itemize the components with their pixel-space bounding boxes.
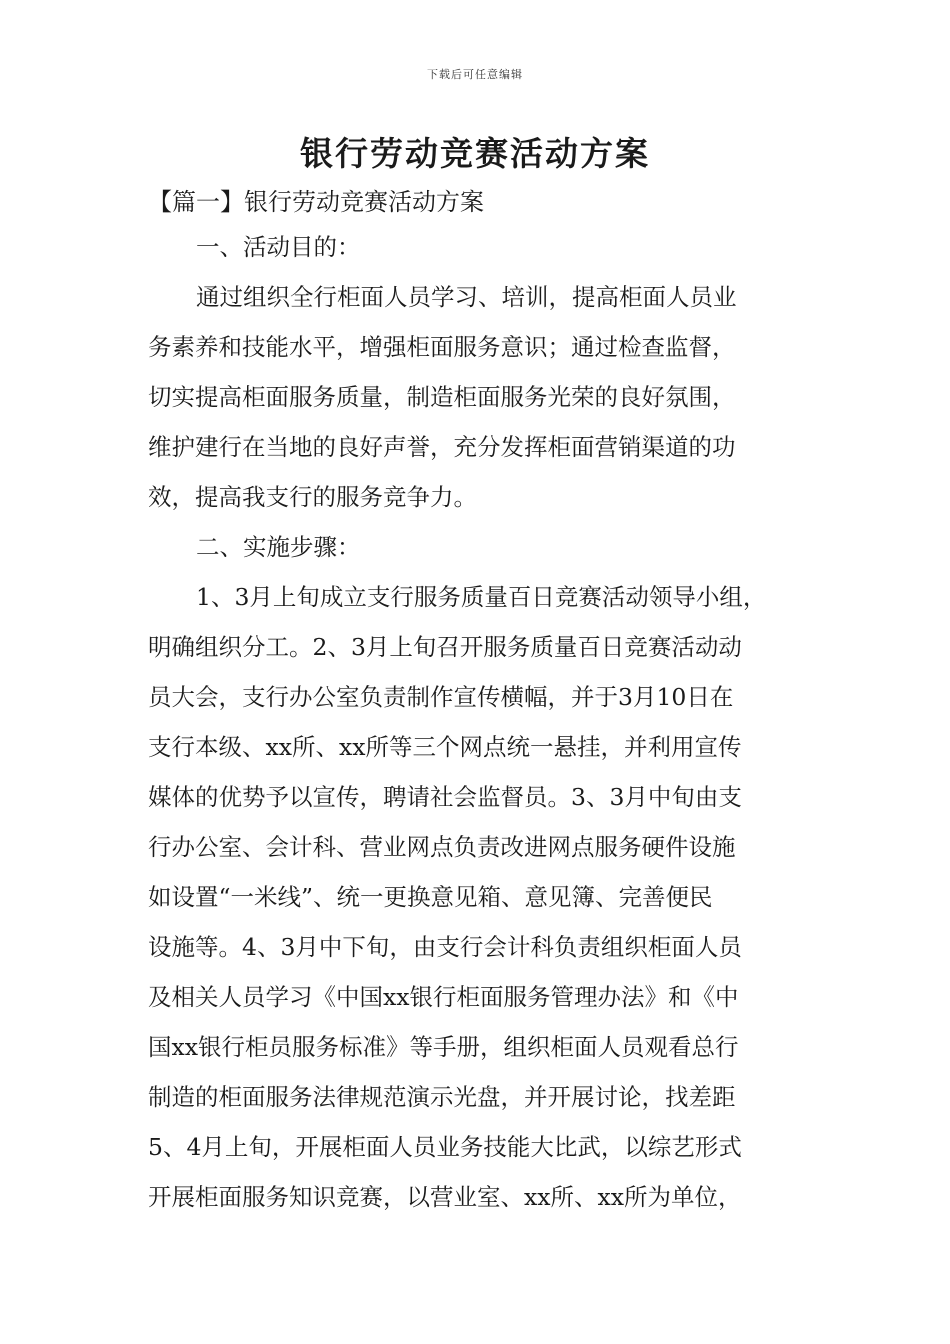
paragraph-line: 明确组织分工。2、3月上旬召开服务质量百日竞赛活动动 <box>148 633 742 661</box>
paragraph-line: 制造的柜面服务法律规范演示光盘，并开展讨论，找差距 <box>148 1083 736 1111</box>
heading-purpose: 一、活动目的： <box>196 233 361 261</box>
paragraph-line: 媒体的优势予以宣传，聘请社会监督员。3、3月中旬由支 <box>148 783 742 811</box>
document-title: 银行劳动竞赛活动方案 <box>300 134 650 173</box>
section-heading: 【篇一】银行劳动竞赛活动方案 <box>148 188 484 216</box>
paragraph-line: 如设置“一米线”、统一更换意见箱、意见簿、完善便民 <box>148 883 713 911</box>
header-note: 下载后可任意编辑 <box>427 68 523 81</box>
paragraph-line: 通过组织全行柜面人员学习、培训，提高柜面人员业 <box>196 283 737 311</box>
paragraph-line: 员大会，支行办公室负责制作宣传横幅，并于3月10日在 <box>148 683 734 711</box>
paragraph-line: 支行本级、xx所、xx所等三个网点统一悬挂，并利用宣传 <box>148 733 742 761</box>
paragraph-line: 切实提高柜面服务质量，制造柜面服务光荣的良好氛围， <box>148 383 736 411</box>
paragraph-line: 维护建行在当地的良好声誉，充分发挥柜面营销渠道的功 <box>148 433 736 461</box>
paragraph-line: 务素养和技能水平，增强柜面服务意识；通过检查监督， <box>148 333 736 361</box>
paragraph-line: 开展柜面服务知识竞赛，以营业室、xx所、xx所为单位， <box>148 1183 742 1211</box>
paragraph-line: 国xx银行柜员服务标准》等手册，组织柜面人员观看总行 <box>148 1033 739 1061</box>
paragraph-line: 5、4月上旬，开展柜面人员业务技能大比武，以综艺形式 <box>148 1133 742 1161</box>
paragraph-line: 及相关人员学习《中国xx银行柜面服务管理办法》和《中 <box>148 983 739 1011</box>
paragraph-line: 效，提高我支行的服务竞争力。 <box>148 483 477 511</box>
paragraph-line: 设施等。4、3月中下旬，由支行会计科负责组织柜面人员 <box>148 933 742 961</box>
paragraph-line: 行办公室、会计科、营业网点负责改进网点服务硬件设施 <box>148 833 736 861</box>
document-body <box>148 222 808 1222</box>
paragraph-line: 1、3月上旬成立支行服务质量百日竞赛活动领导小组， <box>196 583 767 611</box>
heading-steps: 二、实施步骤： <box>196 533 361 561</box>
